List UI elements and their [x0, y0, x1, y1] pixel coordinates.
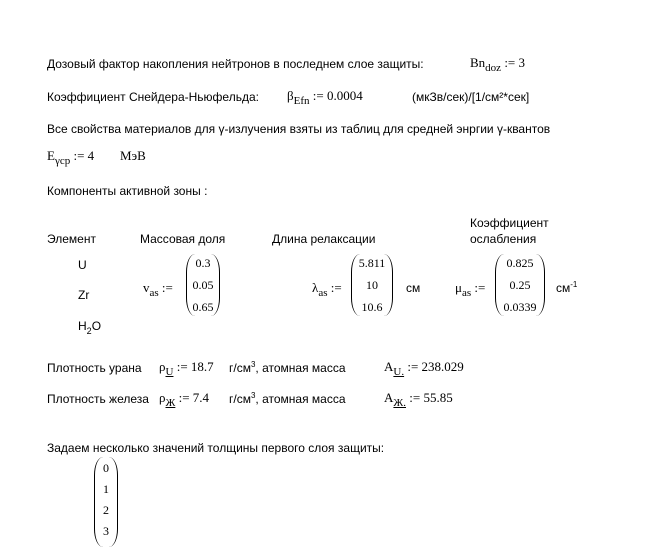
iron-unit-base: г/см — [229, 392, 251, 406]
rho-u-expression[interactable] — [159, 359, 214, 378]
bn-assign: := 3 — [504, 55, 526, 70]
uranium-unit-exponent: 3 — [250, 360, 256, 369]
rho-fe-assign: := 7.4 — [178, 390, 210, 405]
mu-var: μ — [455, 280, 462, 295]
bn-doz-expression[interactable] — [470, 55, 526, 74]
e-unit: МэВ — [120, 148, 146, 163]
v-var: v — [143, 280, 150, 295]
uranium-unit — [229, 361, 346, 375]
header-element: Элемент — [47, 232, 96, 246]
iron-unit-exponent: 3 — [250, 391, 256, 400]
beta-var: β — [287, 88, 294, 103]
v-as-matrix[interactable] — [186, 254, 220, 316]
mu-unit-base: см — [556, 281, 571, 295]
v-as-label[interactable] — [143, 280, 173, 299]
a-fe-assign: := 55.85 — [409, 390, 453, 405]
iron-unit-tail: , атомная масса — [255, 392, 346, 406]
mu-as-label[interactable] — [455, 280, 486, 299]
mu-assign: := — [474, 280, 486, 295]
lambda-as-value: 5.811 — [358, 256, 386, 270]
neutron-dose-factor-label: Дозовый фактор накопления нейтронов в последнем слое защиты: — [47, 57, 424, 71]
rho-fe-expression[interactable] — [159, 390, 210, 409]
gamma-properties-note: Все свойства материалов для γ-излучения взяты из таблиц для средней энргии γ-квантов — [47, 122, 551, 136]
thickness-label: Задаем несколько значений толщины первого слоя защиты: — [47, 441, 385, 455]
lambda-as-value: 10.6 — [361, 300, 383, 314]
snyder-coef-label: Коэффициент Снейдера-Ньюфельда: — [47, 90, 259, 104]
thickness-matrix[interactable] — [94, 457, 118, 547]
thickness-value: 0 — [103, 461, 109, 475]
h2o-o: O — [91, 319, 102, 333]
element-h2o — [78, 319, 102, 336]
rho-u-assign: := 18.7 — [176, 359, 214, 374]
mu-as-value: 0.0339 — [503, 300, 537, 314]
e-gamma-expression[interactable] — [47, 148, 95, 167]
a-u-assign: := 238.029 — [407, 359, 464, 374]
bn-var: Bn — [470, 55, 486, 70]
element-u: U — [78, 258, 87, 272]
beta-sub: Efn — [293, 95, 310, 107]
thickness-value: 3 — [103, 524, 109, 538]
rho-u-sub: U — [165, 366, 174, 378]
header-coef-line1: Коэффициент — [470, 216, 549, 230]
mu-as-value: 0.25 — [509, 278, 531, 292]
a-fe-sub: Ж. — [393, 397, 406, 409]
lambda-sub: as — [318, 287, 328, 299]
mu-unit — [556, 281, 577, 295]
mu-as-matrix[interactable] — [495, 254, 545, 316]
header-mass-fraction: Массовая доля — [140, 232, 226, 246]
v-assign: := — [161, 280, 173, 295]
iron-density-label: Плотность железа — [47, 392, 149, 406]
mu-as-value: 0.825 — [506, 256, 534, 270]
e-var: E — [47, 148, 55, 163]
rho-u-var: ρ — [159, 359, 166, 374]
core-components-heading: Компоненты активной зоны : — [47, 184, 208, 198]
thickness-value: 1 — [103, 482, 109, 496]
header-relaxation-length: Длина релаксации — [272, 232, 376, 246]
thickness-value: 2 — [103, 503, 109, 517]
beta-unit: (мкЗв/сек)/[1/см²*сек] — [412, 90, 530, 104]
e-assign: := 4 — [73, 148, 95, 163]
lambda-as-matrix[interactable] — [351, 254, 393, 316]
lambda-as-label[interactable] — [312, 280, 342, 299]
uranium-unit-base: г/см — [229, 361, 251, 375]
header-coef-line2: ослабления — [470, 232, 537, 246]
h2o-2: 2 — [86, 326, 92, 336]
a-u-expression[interactable] — [384, 359, 464, 378]
uranium-density-label: Плотность урана — [47, 361, 142, 375]
a-u-var: A — [384, 359, 394, 374]
a-fe-var: A — [384, 390, 394, 405]
v-as-value: 0.65 — [192, 300, 214, 314]
rho-fe-sub: Ж — [165, 397, 176, 409]
v-as-value: 0.05 — [192, 278, 214, 292]
lambda-var: λ — [312, 280, 319, 295]
beta-assign: := 0.0004 — [312, 88, 363, 103]
v-as-value: 0.3 — [195, 256, 211, 270]
lambda-unit: см — [406, 281, 421, 295]
element-zr: Zr — [78, 288, 90, 302]
lambda-assign: := — [330, 280, 342, 295]
beta-efn-expression[interactable] — [287, 88, 363, 107]
bn-sub: doz — [485, 62, 502, 74]
a-u-sub: U. — [393, 366, 405, 378]
mu-sub: as — [461, 287, 472, 299]
uranium-unit-tail: , атомная масса — [255, 361, 346, 375]
iron-unit — [229, 392, 346, 406]
rho-fe-var: ρ — [159, 390, 166, 405]
lambda-as-value: 10 — [366, 278, 378, 292]
v-sub: as — [149, 287, 159, 299]
mu-unit-exponent: -1 — [570, 280, 578, 289]
a-fe-expression[interactable] — [384, 390, 453, 409]
e-sub: γср — [54, 155, 71, 167]
h2o-h: H — [78, 319, 87, 333]
